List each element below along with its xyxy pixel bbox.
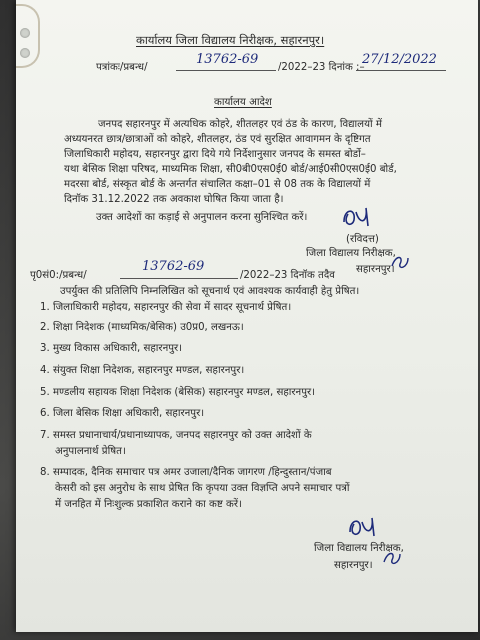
office-title: कार्यालय जिला विद्यालय निरीक्षक, सहारनपुर। <box>136 33 325 47</box>
order-heading: कार्यालय आदेश <box>214 97 272 108</box>
signature <box>344 510 384 540</box>
order-line: यथा बेसिक शिक्षा परिषद, माध्यमिक शिक्षा, सी0बी0एस0ई0 बोर्ड/आई0सी0एस0ई0 बोर्ड, <box>64 164 397 175</box>
order-line: जिलाधिकारी महोदय, सहारनपुर द्वारा दिये गये निर्देशानुसार जनपद के समस्त बोर्डो– <box>64 149 366 160</box>
signature <box>338 200 378 230</box>
signatory-place: सहारनपुर। <box>356 264 395 275</box>
order-line: जनपद सहारनपुर में अत्यधिक कोहरे, शीतलहर एवं ठंड के कारण, विद्यालयों में <box>98 119 382 130</box>
compliance-text: उक्त आदेशों का कड़ाई से अनुपालन करना सुनिश्चित करें। <box>96 212 308 223</box>
copy-item-continuation: अनुपालनार्थ प्रेषित। <box>55 446 126 457</box>
punch-hole <box>20 48 30 58</box>
order-line: मदरसा बोर्ड, संस्कृत बोर्ड के अन्तर्गत संचालित कक्षा–01 से 08 तक के विद्यालयों में <box>64 179 371 190</box>
fill-line <box>176 70 276 71</box>
copy-item: 8. सम्पादक, दैनिक समाचार पत्र अमर उजाला/दैनिक जागरण /हिन्दुस्तान/पंजाब <box>40 467 332 478</box>
order-line: दिनॉक 31.12.2022 तक अवकाश घोषित किया जाता है। <box>64 194 284 205</box>
fill-line <box>356 70 446 71</box>
copy-item: 5. मण्डलीय सहायक शिक्षा निदेशक (बेसिक) सहारनपुर मण्डल, सहारनपुर। <box>40 387 316 398</box>
copy-item: 4. संयुक्त शिक्षा निदेशक, सहारनपुर मण्डल, सहारनपुर। <box>40 365 245 376</box>
copy-intro: उपर्युक्त की प्रतिलिपि निम्नलिखित को सूचनार्थ एवं आवश्यक कार्यवाही हेतु प्रेषित। <box>60 286 360 297</box>
date-handwritten: 27/12/2022 <box>362 52 437 67</box>
document-page <box>16 0 478 632</box>
punch-hole <box>20 28 30 38</box>
copy-item-continuation: में जनहित में निःशुल्क प्रकाशित कराने का कष्ट करें। <box>55 499 242 510</box>
copy-item-continuation: केसरी को इस अनुरोध के साथ प्रेषित कि कृपया उक्त विज्ञप्ति अपने समाचार पत्रों <box>55 483 350 494</box>
signatory-name: (रविदत्त) <box>346 234 379 245</box>
copy-year: /2022–23 दिनॉक तदैव <box>240 270 335 281</box>
initials <box>388 252 412 272</box>
letter-number-prefix: पत्रांकः/प्रबन्ध/ <box>96 62 148 73</box>
signatory-place: सहारनपुर। <box>334 560 373 571</box>
copy-prefix: पृ0सं0:/प्रबन्ध/ <box>30 270 87 281</box>
signatory-post: जिला विद्यालय निरीक्षक, <box>314 543 404 554</box>
copy-item: 1. जिलाधिकारी महोदय, सहारनपुर की सेवा में सादर सूचनार्थ प्रेषित। <box>40 302 292 313</box>
initials <box>380 548 404 568</box>
copy-number-handwritten: 13762-69 <box>142 259 205 274</box>
letter-year: /2022–23 दिनांक :– <box>278 62 365 73</box>
order-line: अध्ययनरत छात्र/छात्राओं को कोहरे, शीतलहर, ठंड एवं सुरक्षित आवागमन के दृष्टिगत <box>64 134 371 145</box>
copy-item: 7. समस्त प्रधानाचार्य/प्रधानाध्यापक, जनपद सहारनपुर को उक्त आदेशों के <box>40 430 312 441</box>
signatory-post: जिला विद्यालय निरीक्षक, <box>306 248 396 259</box>
copy-item: 6. जिला बेसिक शिक्षा अधिकारी, सहारनपुर। <box>40 408 205 419</box>
copy-item: 3. मुख्य विकास अधिकारी, सहारनपुर। <box>40 343 183 354</box>
fill-line <box>120 278 238 279</box>
letter-number-handwritten: 13762-69 <box>196 52 259 67</box>
copy-item: 2. शिक्षा निदेशक (माध्यमिक/बेसिक) उ0प्र0, लखनऊ। <box>40 322 244 333</box>
